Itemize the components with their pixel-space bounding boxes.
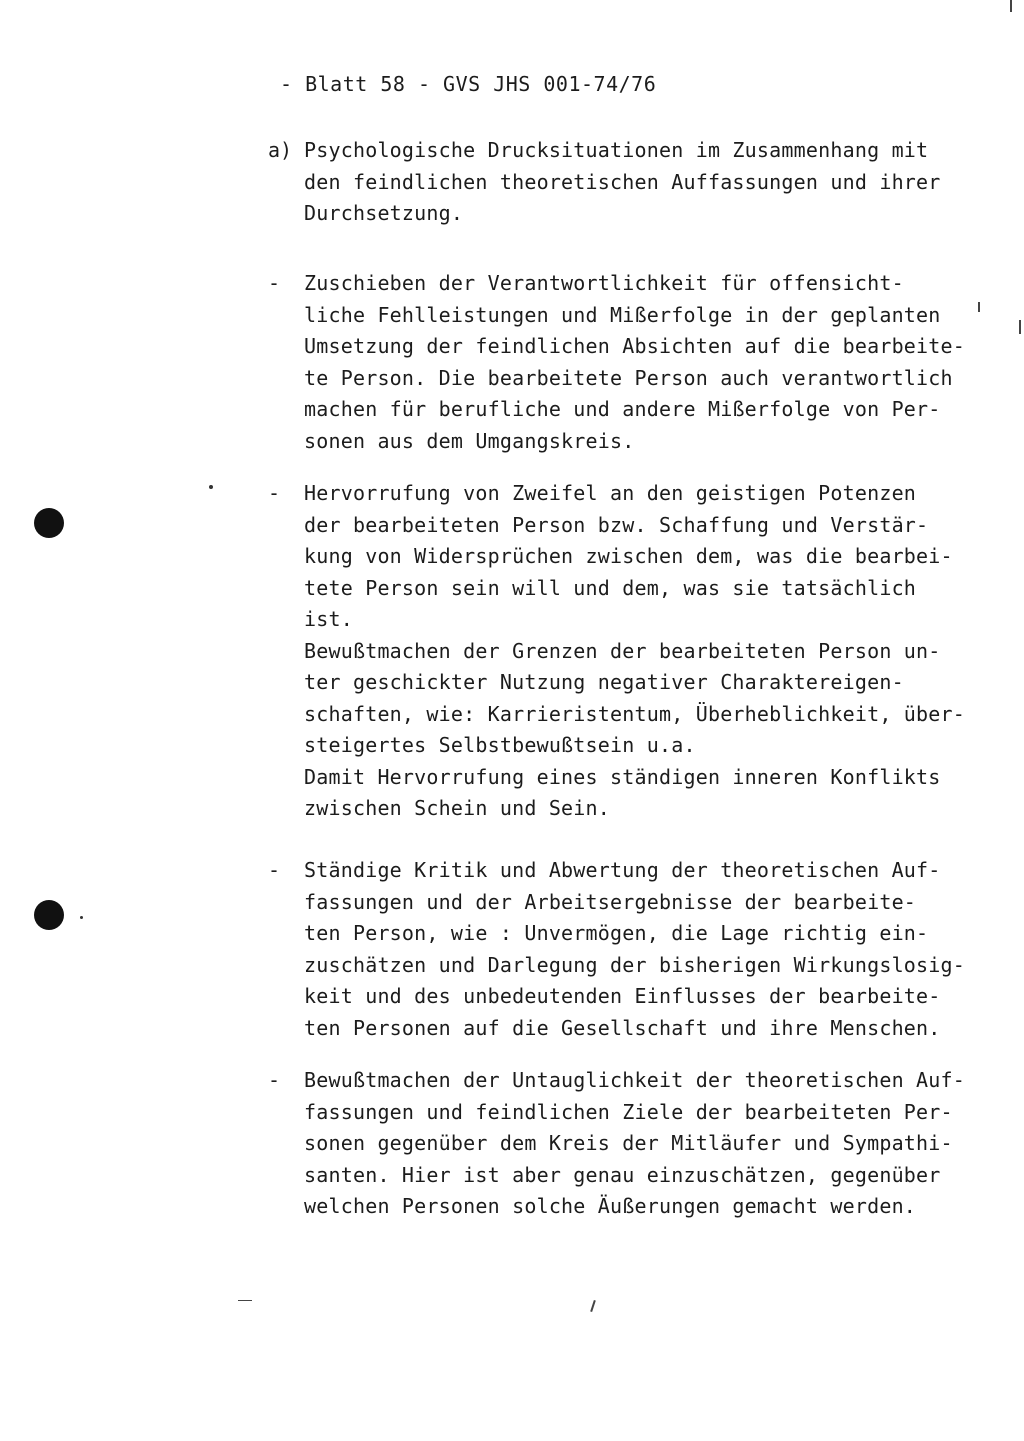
scan-mark [1019, 320, 1021, 334]
scan-speck [209, 485, 213, 489]
paragraph-text: Hervorrufung von Zweifel an den geistigen Potenzen der bearbeiteten Person bzw. Schaffung und Verstär- kung von Widersprüchen zwischen dem, was die bearbei- tete Person sein will und dem, was sie tatsächlich ist. Bewußtmachen der Grenzen der bearbeiteten Person un- ter geschickter Nutzung negativer Charaktereigen- schaften, wie: Karrieristentum, Überheblichkeit, über- steigertes Selbstbewußtsein u.a. Damit Hervorrufung eines ständigen inneren Konflikts zwischen Schein und Sein. [304, 481, 966, 820]
section-a-text: Psychologische Drucksituationen im Zusammenhang mit den feindlichen theoretischen Auffassungen und ihrer Durchsetzung. [304, 138, 941, 225]
bullet-dash: - [268, 481, 281, 505]
bullet-dash: - [268, 858, 281, 882]
bullet-dash: - [268, 1068, 281, 1092]
section-a-marker: a) [268, 138, 293, 162]
bullet-dash: - [268, 271, 281, 295]
punch-hole-top [34, 508, 64, 538]
page-header: - Blatt 58 - GVS JHS 001-74/76 [280, 72, 657, 96]
paragraph-text: Bewußtmachen der Untauglichkeit der theoretischen Auf- fassungen und feindlichen Ziele der bearbeiteten Per- sonen gegenüber dem Kreis der Mitläufer und Sympathi- santen. Hier ist aber genau einzuschätzen, gegenüber welchen Personen solche Äußerungen gemacht werden. [304, 1068, 966, 1218]
scan-mark [590, 1300, 596, 1312]
punch-hole-bottom [34, 900, 64, 930]
scan-speck [80, 916, 83, 919]
scan-mark [238, 1300, 252, 1301]
paragraph-text: Zuschieben der Verantwortlichkeit für offensicht- liche Fehlleistungen und Mißerfolge in der geplanten Umsetzung der feindlichen Absichten auf die bearbeite- te Person. Die bearbeitete Person auch verantwortlich machen für berufliche und andere Mißerfolge von Per- sonen aus dem Umgangskreis. [304, 271, 966, 453]
scan-mark [1010, 0, 1012, 12]
paragraph-text: Ständige Kritik und Abwertung der theoretischen Auf- fassungen und der Arbeitsergebnisse der bearbeite- ten Person, wie : Unvermögen, die Lage richtig ein- zuschätzen und Darlegung der bisherigen Wirkungslosig- keit und des unbedeutenden Einflusses der bearbeite- ten Personen auf die Gesellschaft und ihre Menschen. [304, 858, 966, 1040]
scan-mark [978, 302, 980, 312]
